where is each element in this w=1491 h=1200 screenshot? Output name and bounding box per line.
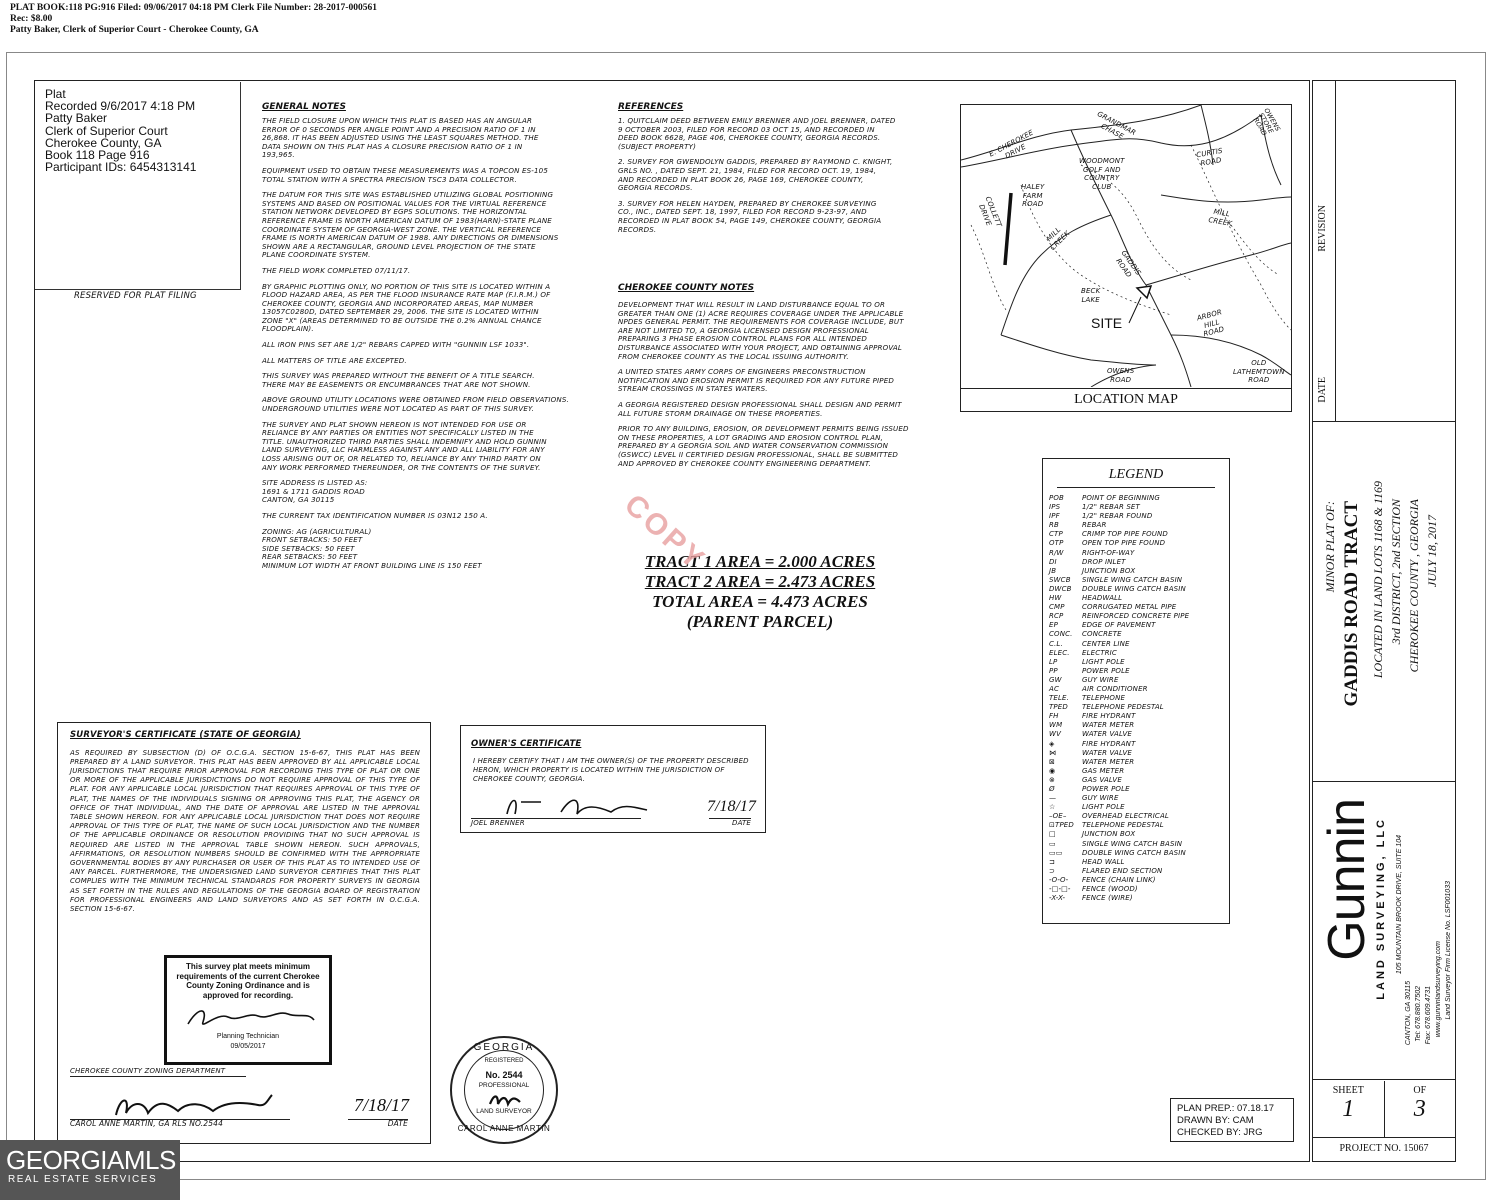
owner-cert-title: OWNER'S CERTIFICATE (471, 739, 582, 749)
legend-symbol: -O-O- (1049, 875, 1069, 884)
legend-title: LEGEND (1057, 459, 1215, 488)
revision-divider (1335, 81, 1336, 421)
legend-description: REINFORCED CONCRETE PIPE (1082, 612, 1190, 621)
legend-row (1049, 694, 1229, 703)
stamp-role: Planning Technician (216, 1033, 280, 1040)
legend-symbol: –OE– (1049, 812, 1067, 821)
legend-symbol: ⊐ (1049, 857, 1056, 866)
legend-symbol: HW (1049, 594, 1062, 603)
note-paragraph: SITE ADDRESS IS LISTED AS: 1691 & 1711 GADDIS ROAD CANTON, GA 30115 (262, 478, 368, 505)
title-block (1312, 80, 1456, 1162)
minor-plat-label: MINOR PLAT OF: (1323, 501, 1337, 593)
legend-row (1049, 576, 1229, 585)
legend-description: OPEN TOP PIPE FOUND (1082, 539, 1166, 548)
plat-location-line-2: 3rd DISTRICT, 2nd SECTION (1389, 499, 1403, 645)
note-paragraph: ALL MATTERS OF TITLE ARE EXCEPTED. (262, 355, 407, 365)
legend-symbol: TPED (1049, 703, 1068, 712)
note-paragraph: ALL IRON PINS SET ARE 1/2" REBARS CAPPED WITH "GUNNIN LSF 1033". (262, 340, 530, 350)
map-label-owens-store: OWENS STORE ROAD (1251, 106, 1283, 138)
legend-description: POINT OF BEGINNING (1082, 494, 1160, 502)
company-license: Land Surveyor Firm License No. LSF001033 (1445, 881, 1452, 1020)
legend-row (1049, 621, 1229, 630)
map-label-gaddis: GADDIS ROAD (1114, 249, 1143, 279)
legend-symbol: RB (1049, 521, 1059, 530)
legend-description: FENCE (WOOD) (1082, 885, 1138, 894)
legend-description: FENCE (CHAIN LINK) (1082, 875, 1156, 884)
legend-description: RIGHT-OF-WAY (1082, 548, 1135, 557)
filing-line-3: Patty Baker, Clerk of Superior Court - Cherokee County, GA (10, 25, 259, 35)
legend-symbol: ⋈ (1049, 748, 1057, 757)
surveyor-seal (450, 1036, 558, 1144)
rec-line: Cherokee County, GA (45, 135, 162, 150)
references (618, 102, 948, 241)
legend-symbol: LP (1049, 657, 1058, 666)
date-label: DATE (1317, 377, 1328, 403)
company-logo: Gunnin (1318, 799, 1376, 961)
legend-symbol: □ (1049, 830, 1056, 839)
legend-row (1049, 803, 1229, 812)
title-divider-1 (1313, 421, 1455, 422)
legend-description: AIR CONDITIONER (1082, 684, 1148, 693)
project-number: PROJECT NO. 15067 (1313, 1137, 1455, 1154)
legend-description: 1/2" REBAR FOUND (1082, 512, 1153, 521)
map-label-site: SITE (1091, 315, 1123, 331)
company-address-2: CANTON, GA 30115 (1405, 981, 1412, 1046)
legend-description: CORRUGATED METAL PIPE (1082, 603, 1177, 612)
plat-location-line-3: CHEROKEE COUNTY , GEORGIA (1407, 499, 1421, 673)
legend-symbol: DWCB (1049, 584, 1072, 593)
legend-description: WATER VALVE (1082, 748, 1132, 757)
surveyor-signed-date: 7/18/17 (354, 1095, 410, 1115)
legend-description: SINGLE WING CATCH BASIN (1082, 839, 1183, 848)
legend-symbol: C.L. (1049, 639, 1063, 648)
legend-symbol: WM (1049, 721, 1063, 730)
legend-row (1049, 685, 1229, 694)
legend-symbol: ELEC. (1049, 648, 1070, 657)
legend-row (1049, 503, 1229, 512)
legend-row (1049, 512, 1229, 521)
legend-description: TELEPHONE PEDESTAL (1082, 821, 1164, 830)
sheet-number: 1 (1342, 1096, 1355, 1122)
legend-symbol: ⊃ (1049, 866, 1056, 875)
map-label-owens-road: OWENS ROAD (1107, 367, 1135, 384)
county-note: DEVELOPMENT THAT WILL RESULT IN LAND DISTURBANCE EQUAL TO OR GREATER THAN ONE (1) ACRE REQUIRES COVERAGE UNDER THE APPLICABLE NPDES GENERAL PERMIT. THE REQUIREMENTS FOR COVERAGE INCLUDE, BUT ARE NOT LIMITED TO, A GEORGIA LICENSED DESIGN PROFESSIONAL PREPARING 3 PHASE EROSION CONTROL PLANS FOR ALL INTENDED DISTURBANCE ASSOCIATED WITH YOUR PROJECT, AND OBTAINING APPROVAL FROM CHEROKEE COUNTY AS THE LOCAL ISSUING AUTHORITY. (618, 300, 904, 361)
legend-symbol: OTP (1049, 539, 1064, 548)
legend-symbol: ▭▭ (1049, 848, 1063, 857)
legend-row (1049, 849, 1229, 858)
map-label-mill-creek-right: MILL CREEK (1207, 207, 1233, 228)
legend-description: SINGLE WING CATCH BASIN (1082, 575, 1183, 584)
legend-symbol: ▭ (1049, 839, 1056, 848)
legend-row (1049, 521, 1229, 530)
legend-row (1049, 840, 1229, 849)
note-paragraph: ZONING: AG (AGRICULTURAL) FRONT SETBACKS: 50 FEET SIDE SETBACKS: 50 FEET REAR SETBACKS: 50 FEET MINIMUM LOT WIDTH AT FRONT BUILDING LINE IS 150 FEET (262, 526, 482, 570)
owner-date-label: DATE (709, 818, 751, 828)
zoning-stamp-text: This survey plat meets minimum requirements of the current Cherokee County Zoning Ordinance and is approved for recording. (176, 962, 320, 1000)
surveyor-name: CAROL ANNE MARTIN, GA RLS NO.2544 (70, 1119, 290, 1129)
legend-row (1049, 667, 1229, 676)
legend-symbol: EP (1049, 621, 1058, 630)
legend-row (1049, 649, 1229, 658)
legend-row (1049, 867, 1229, 876)
legend-row (1049, 530, 1229, 539)
company-phone: Tel: 678.880.7502 (1415, 986, 1422, 1042)
recording-stamp-box (35, 82, 241, 290)
sheet-label: SHEET (1332, 1085, 1364, 1096)
map-label-woodmont: WOODMONT GOLF AND COUNTRY CLUB (1079, 157, 1125, 191)
legend-symbol: ☆ (1049, 803, 1056, 812)
note-paragraph: THE DATUM FOR THIS SITE WAS ESTABLISHED UTILIZING GLOBAL POSITIONING SYSTEMS AND BASED ON POSITIONAL VALUES FOR THE VIRTUAL REFERENCE STATION NETWORK DEVELOPED BY EGPS SOLUTIONS. THE HORIZONTAL REFERENCE FRAME IS NORTH AMERICAN DATUM OF 1983(HARN)-STATE PLANE COORDINATE SYSTEM OF GEORGIA-WEST ZONE. THE VERTICAL REFERENCE FRAME IS NORTH AMERICAN DATUM OF 1988. ANY DIRECTIONS OR DIMENSIONS SHOWN ARE A RECTANGULAR, GROUND LEVEL PROJECTION OF THE STATE PLANE COORDINATE SYSTEM. (262, 190, 559, 260)
legend-symbol: CONC. (1049, 630, 1073, 639)
total-area: TOTAL AREA = 4.473 ACRES (652, 592, 868, 611)
county-note: A GEORGIA REGISTERED DESIGN PROFESSIONAL SHALL DESIGN AND PERMIT ALL FUTURE STORM DRAINAGE ON THESE PROPERTIES. (618, 399, 902, 418)
legend-description: CENTER LINE (1082, 639, 1130, 648)
legend-description: EDGE OF PAVEMENT (1082, 621, 1156, 630)
legend-row (1049, 730, 1229, 739)
tract-2-area: TRACT 2 AREA = 2.473 ACRES (644, 572, 876, 591)
legend-symbol: CTP (1049, 530, 1063, 539)
owner-cert-body: I HEREBY CERTIFY THAT I AM THE OWNER(S) OF THE PROPERTY DESCRIBED HERON, WHICH PROPERTY IS LOCATED WITHIN THE JURISDICTION OF CHEROKEE COUNTY, GEORGIA. (473, 756, 749, 783)
location-map (960, 104, 1292, 412)
legend-description: POWER POLE (1082, 666, 1130, 675)
county-note: A UNITED STATES ARMY CORPS OF ENGINEERS PRECONSTRUCTION NOTIFICATION AND EROSION PERMIT IS REQUIRED FOR ANY FUTURE PIPED STREAM CROSSINGS IN STATES WATERS. (618, 367, 894, 394)
legend-row (1049, 749, 1229, 758)
legend-symbol: CMP (1049, 603, 1065, 612)
legend-symbol: ◉ (1049, 766, 1056, 775)
legend-description: JUNCTION BOX (1082, 830, 1136, 839)
map-label-collett: COLLETT DRIVE (977, 195, 1004, 229)
plat-date: JULY 18, 2017 (1425, 515, 1439, 588)
sheet-total: 3 (1413, 1096, 1426, 1122)
acreage-summary (610, 552, 910, 632)
legend-description: GUY WIRE (1082, 675, 1119, 684)
legend-row (1049, 858, 1229, 867)
surveyor-signature (108, 1091, 278, 1121)
legend-description: ELECTRIC (1082, 648, 1117, 657)
note-paragraph: THE FIELD WORK COMPLETED 07/11/17. (262, 265, 411, 275)
legend-row (1049, 494, 1229, 503)
mls-brand: GEORGIAMLS (6, 1145, 176, 1175)
zoning-dept-label: CHEROKEE COUNTY ZONING DEPARTMENT (70, 1067, 246, 1077)
legend-row (1049, 567, 1229, 576)
legend-symbol: R/W (1049, 548, 1064, 557)
legend-description: DOUBLE WING CATCH BASIN (1082, 584, 1186, 593)
seal-professional: PROFESSIONAL (478, 1082, 530, 1089)
legend-description: DOUBLE WING CATCH BASIN (1082, 848, 1186, 857)
legend-description: LIGHT POLE (1082, 657, 1125, 666)
legend-symbol: SWCB (1049, 575, 1071, 584)
legend-row (1049, 658, 1229, 667)
legend-row (1049, 558, 1229, 567)
legend-row (1049, 549, 1229, 558)
rec-line: Plat (45, 87, 66, 101)
technician-signature (178, 1002, 318, 1032)
map-label-curtis: CURTIS ROAD (1195, 146, 1224, 168)
title-divider-3 (1313, 1079, 1455, 1080)
legend-description: HEAD WALL (1082, 857, 1125, 866)
map-label-beck: BECK LAKE (1081, 287, 1101, 304)
company-address-1: 105 MOUNTAIN BROOK DRIVE, SUITE 104 (1396, 835, 1403, 975)
map-label-e-cherokee: E. CHEROKEE DRIVE (987, 128, 1035, 160)
surveyor-date-label: DATE (348, 1119, 408, 1129)
drawn-by: DRAWN BY: CAM (1177, 1115, 1254, 1126)
legend-row (1049, 767, 1229, 776)
note-paragraph: THIS SURVEY WAS PREPARED WITHOUT THE BENEFIT OF A TITLE SEARCH. THERE MAY BE EASEMENTS OR ENCUMBRANCES THAT ARE NOT SHOWN. (262, 371, 535, 389)
of-label: OF (1413, 1085, 1427, 1096)
company-fax: Fax: 678.609.4731 (1425, 986, 1432, 1045)
legend-row (1049, 603, 1229, 612)
note-paragraph: ABOVE GROUND UTILITY LOCATIONS WERE OBTAINED FROM FIELD OBSERVATIONS. UNDERGROUND UTILITIES WERE NOT LOCATED AS PART OF THIS SURVEY. (262, 395, 569, 414)
surveyor-certificate (57, 722, 431, 1144)
legend-row (1049, 676, 1229, 685)
location-map-title: LOCATION MAP (961, 388, 1291, 408)
company-address (1395, 835, 1404, 974)
legend-description: GAS METER (1082, 766, 1125, 775)
legend-description: CONCRETE (1082, 630, 1122, 639)
legend-row (1049, 640, 1229, 649)
seal-state: GEORGIA (473, 1042, 535, 1053)
rec-line: Book 118 Page 916 (45, 148, 150, 163)
plan-prep-date: PLAN PREP.: 07.18.17 (1177, 1103, 1274, 1114)
copy-watermark: COPY (617, 488, 713, 578)
note-paragraph: THE FIELD CLOSURE UPON WHICH THIS PLAT IS BASED HAS AN ANGULAR ERROR OF 0 SECONDS PER ANGLE POINT AND A PRECISION RATIO OF 1 IN 26,868. IT HAS BEEN ADJUSTED USING THE LEAST SQUARES METHOD. THE DATA SHOWN ON THIS PLAT HAS A CLOSURE PRECISION RATIO OF 1 IN 193,965. (262, 116, 539, 160)
legend-row (1049, 776, 1229, 785)
legend-row (1049, 721, 1229, 730)
map-label-arbor: ARBOR HILL ROAD (1196, 308, 1226, 339)
owner-signed-date: 7/18/17 (707, 798, 756, 815)
legend-description: DROP INLET (1082, 557, 1126, 566)
legend-description: REBAR (1082, 521, 1107, 530)
legend-symbol: ⊗ (1049, 775, 1056, 784)
legend-description: JUNCTION BOX (1082, 566, 1136, 575)
legend-row (1049, 712, 1229, 721)
legend-symbol: -X-X- (1049, 894, 1066, 903)
legend-symbol: RCP (1049, 612, 1064, 621)
legend-description: OVERHEAD ELECTRICAL (1082, 812, 1169, 821)
map-label-grandmar: GRANDMAR CHASE (1095, 110, 1138, 141)
rec-line: Recorded 9/6/2017 4:18 PM (45, 99, 196, 114)
legend-row (1049, 612, 1229, 621)
legend-row (1049, 830, 1229, 839)
legend-symbol: IPS (1049, 503, 1061, 512)
mls-logo (0, 1140, 180, 1200)
plan-prep-box (1170, 1098, 1294, 1142)
county-note: PRIOR TO ANY BUILDING, EROSION, OR DEVELOPMENT PERMITS BEING ISSUED ON THESE PROPERTIES, A LOT GRADING AND EROSION CONTROL PLAN, PREPARED BY A GEORGIA SOIL AND WATER CONSERVATION COMMISSION (GSWCC) LEVEL II CERTIFIED DESIGN PROFESSIONAL, SHALL BE SUBMITTED AND APPROVED BY CHEROKEE COUNTY ENGINEERING DEPARTMENT. (618, 424, 909, 468)
revision-label: REVISION (1317, 205, 1328, 252)
plat-name: GADDIS ROAD TRACT (1341, 501, 1362, 707)
sheet-box (1313, 1081, 1455, 1137)
legend-description: GAS VALVE (1082, 775, 1122, 784)
references-title: REFERENCES (618, 102, 684, 112)
legend-description: TELEPHONE (1082, 694, 1126, 703)
legend-symbol: ◈ (1049, 739, 1055, 748)
owner-name: JOEL BRENNER (471, 818, 641, 828)
seal-land-surveyor: LAND SURVEYOR (476, 1108, 532, 1115)
legend-description: POWER POLE (1082, 785, 1130, 793)
legend-description: FENCE (WIRE) (1082, 894, 1133, 903)
general-notes (262, 102, 602, 578)
legend-description: WATER VALVE (1082, 730, 1132, 739)
parent-parcel: (PARENT PARCEL) (686, 612, 834, 631)
map-label-old-lathemtown: OLD LATHEMTOWN ROAD (1233, 359, 1285, 385)
legend-symbol: PP (1049, 666, 1058, 675)
legend-symbol: ⊠ (1049, 757, 1056, 766)
legend-rows (1043, 494, 1229, 903)
legend-row (1049, 585, 1229, 594)
filing-header (10, 3, 377, 36)
seal-signature (488, 1092, 522, 1108)
legend-symbol: -□-□- (1049, 885, 1071, 894)
legend-symbol: JB (1049, 566, 1057, 575)
legend-description: HEADWALL (1082, 594, 1123, 603)
map-label-mill-creek-left: MILL CREEK (1045, 225, 1072, 252)
legend-symbol: GW (1049, 675, 1062, 684)
legend-row (1049, 812, 1229, 821)
legend (1042, 458, 1230, 924)
legend-description: FIRE HYDRANT (1082, 739, 1136, 748)
legend-symbol: TELE. (1049, 694, 1069, 703)
rec-line: Participant IDs: 6454313141 (45, 160, 197, 175)
legend-description: WATER METER (1082, 721, 1135, 730)
legend-row (1049, 876, 1229, 885)
map-label-haley: HALEY FARM ROAD (1021, 183, 1045, 209)
legend-row (1049, 885, 1229, 894)
seal-number: No. 2544 (485, 1070, 523, 1080)
legend-symbol: AC (1049, 684, 1059, 693)
legend-description: LIGHT POLE (1082, 803, 1125, 812)
stamp-date: 09/05/2017 (230, 1042, 266, 1050)
reference-item: 2. SURVEY FOR GWENDOLYN GADDIS, PREPARED BY RAYMOND C. KNIGHT, GRLS NO. , DATED SEPT. 21, 1984, FILED FOR RECORD OCT. 19, 1984, AND RECORDED IN PLAT BOOK 26, PAGE 169, CHEROKEE COUNTY, GEORGIA RECORDS. (618, 157, 893, 193)
legend-symbol: FH (1049, 712, 1059, 721)
sheet-total-cell (1385, 1081, 1456, 1137)
filing-line-2: Rec: $8.00 (10, 14, 53, 24)
legend-row (1049, 894, 1229, 903)
reserved-label: RESERVED FOR PLAT FILING (74, 291, 197, 301)
legend-symbol: POB (1049, 494, 1064, 502)
legend-description: CRIMP TOP PIPE FOUND (1082, 530, 1168, 539)
legend-row (1049, 758, 1229, 767)
company-subtitle: LAND SURVEYING, LLC (1375, 817, 1387, 1000)
legend-symbol: ⊡TPED (1049, 821, 1074, 830)
seal-name: CAROL ANNE MARTIN (457, 1124, 551, 1133)
legend-description: FLARED END SECTION (1082, 866, 1163, 875)
legend-row (1049, 740, 1229, 749)
legend-row (1049, 594, 1229, 603)
legend-description: GUY WIRE (1082, 794, 1119, 803)
rec-line: Clerk of Superior Court (45, 123, 168, 138)
surveyor-cert-title: SURVEYOR'S CERTIFICATE (STATE OF GEORGIA) (70, 730, 301, 740)
legend-symbol: IPF (1049, 512, 1060, 521)
title-divider-2 (1313, 781, 1455, 782)
general-notes-title: GENERAL NOTES (262, 102, 346, 112)
seal-registered: REGISTERED (484, 1058, 524, 1064)
reference-item: 1. QUITCLAIM DEED BETWEEN EMILY BRENNER AND JOEL BRENNER, DATED 9 OCTOBER 2003, FILED FOR RECORD 03 OCT 15, AND RECORDED IN DEED BOOK 6628, PAGE 406, CHEROKEE COUNTY, GEORGIA RECORDS. (SUBJECT PROPERTY) (618, 116, 896, 151)
legend-description: 1/2" REBAR SET (1082, 503, 1140, 512)
sheet-number-cell (1313, 1081, 1385, 1137)
filing-line-1: PLAT BOOK:118 PG:916 Filed: 09/06/2017 04:18 PM Clerk File Number: 28-2017-000561 (10, 3, 377, 13)
company-website: www.gunninlandsurveying.com (1435, 941, 1442, 1038)
note-paragraph: THE SURVEY AND PLAT SHOWN HEREON IS NOT INTENDED FOR USE OR RELIANCE BY ANY PARTIES OR ENTITIES NOT SPECIFICALLY LISTED IN THE TITLE. UNAUTHORIZED THIRD PARTIES SHALL INDEMNIFY AND HOLD GUNNIN LAND SURVEYING, LLC HARMLESS AGAINST ANY AND ALL LIABILITY FOR ANY LOSS ARISING OUT OF, OR RELATED TO, RELIANCE BY ANY THIRD PARTY ON ANY WORK PERFORMED THEREUNDER, OR THE CONTENTS OF THE SURVEY. (262, 419, 547, 472)
legend-description: TELEPHONE PEDESTAL (1082, 703, 1164, 712)
legend-symbol: WV (1049, 730, 1062, 739)
legend-row (1049, 703, 1229, 712)
rec-line: Patty Baker (45, 111, 108, 126)
note-paragraph: EQUIPMENT USED TO OBTAIN THESE MEASUREMENTS WAS A TOPCON ES-105 TOTAL STATION WITH A SPECTRA PRECISION TSC3 DATA COLLECTOR. (262, 165, 548, 184)
legend-description: WATER METER (1082, 757, 1135, 766)
legend-row (1049, 539, 1229, 548)
plat-location-line-1: LOCATED IN LAND LOTS 1168 & 1169 (1371, 481, 1385, 679)
legend-description: FIRE HYDRANT (1082, 712, 1136, 721)
owner-certificate (460, 725, 766, 833)
surveyor-cert-body: AS REQUIRED BY SUBSECTION (D) OF O.C.G.A. SECTION 15-6-67, THIS PLAT HAS BEEN PREPARED BY A LAND SURVEYOR. THIS PLAT HAS BEEN APPROVED BY ALL APPLICABLE LOCAL JURISDICTIONS THAT REQUIRE PRIOR APPROVAL FOR RECORDING THIS TYPE OF PLAT OR ONE OR MORE OF THE APPLICABLE JURISDICTIONS DO NOT REQUIRE APPROVAL OF THIS TYPE OF PLAT. FOR ANY APPLICABLE LOCAL JURISDICTION THAT REQUIRES APPROVAL OF THIS TYPE OF PLAT, THE NAMES OF THE INDIVIDUALS SIGNING OR APPROVING THIS PLAT, THE AGENCY OR OFFICE OF THAT INDIVIDUAL, AND THE DATE OF APPROVAL ARE LISTED IN THE APPROVAL TABLE SHOWN HEREON. FOR ANY APPLICABLE LOCAL JURISDICTION THAT DOES NOT REQUIRE APPROVAL OF THIS TYPE OF PLAT, THE NAME OF SUCH LOCAL JURISDICTION AND THE NUMBER OF THE APPLICABLE ORDINANCE OR RESOLUTION PROVIDING THAT NO SUCH APPROVAL IS REQUIRED ARE LISTED IN THE APPROVAL TABLE SHOWN HEREON. SUCH APPROVALS, AFFIRMATIONS, OR RESOLUTION NUMBERS SHOULD BE CONFIRMED WITH THE APPROPRIATE GOVERNMENTAL BODIES BY ANY PURCHASER OR USER OF THIS PLAT AS TO INTENDED USE OF ANY PARCEL. FURTHERMORE, THE UNDERSIGNED LAND SURVEYOR CERTIFIES THAT THIS PLAT COMPLIES WITH THE MINIMUM TECHNICAL STANDARDS FOR PROPERTY SURVEYS IN GEORGIA AS SET FORTH IN THE RULES AND REGULATIONS OF THE GEORGIA BOARD OF REGISTRATION FOR PROFESSIONAL ENGINEERS AND LAND SURVEYORS AND AS SET FORTH IN O.C.G.A. SECTION 15-6-67. (70, 748, 420, 914)
note-paragraph: THE CURRENT TAX IDENTIFICATION NUMBER IS 03N12 150 A. (262, 510, 488, 520)
checked-by: CHECKED BY: JRG (1177, 1127, 1263, 1138)
legend-symbol: — (1049, 794, 1057, 803)
legend-row (1049, 821, 1229, 830)
tract-1-area: TRACT 1 AREA = 2.000 ACRES (644, 552, 876, 571)
legend-row (1049, 785, 1229, 794)
mls-subtitle: REAL ESTATE SERVICES (8, 1174, 158, 1185)
general-notes-body (262, 117, 602, 571)
zoning-approval-stamp (164, 955, 332, 1065)
county-notes-title: CHEROKEE COUNTY NOTES (618, 283, 755, 293)
county-notes (618, 283, 948, 475)
legend-symbol: DI (1049, 557, 1057, 566)
reference-item: 3. SURVEY FOR HELEN HAYDEN, PREPARED BY CHEROKEE SURVEYING CO., INC., DATED SEPT. 18, 1997, FILED FOR RECORD 9-23-97, AND RECORDED IN PLAT BOOK 54, PAGE 149, CHEROKEE COUNTY, GEORGIA RECORDS. (618, 198, 882, 234)
legend-row (1049, 630, 1229, 639)
legend-symbol: Ø (1049, 785, 1055, 793)
note-paragraph: BY GRAPHIC PLOTTING ONLY, NO PORTION OF THIS SITE IS LOCATED WITHIN A FLOOD HAZARD AREA, AS PER THE FLOOD INSURANCE RATE MAP (F.I.R.M.) OF CHEROKEE COUNTY, GEORGIA AND INCORPORATED AREAS, MAP NUMBER 13057C0280D, DATED SEPTEMBER 29, 2006. THE SITE IS LOCATED WITHIN ZONE "X" (AREAS DETERMINED TO BE OUTSIDE THE 0.2% ANNUAL CHANCE FLOODPLAIN). (262, 281, 551, 334)
legend-row (1049, 794, 1229, 803)
